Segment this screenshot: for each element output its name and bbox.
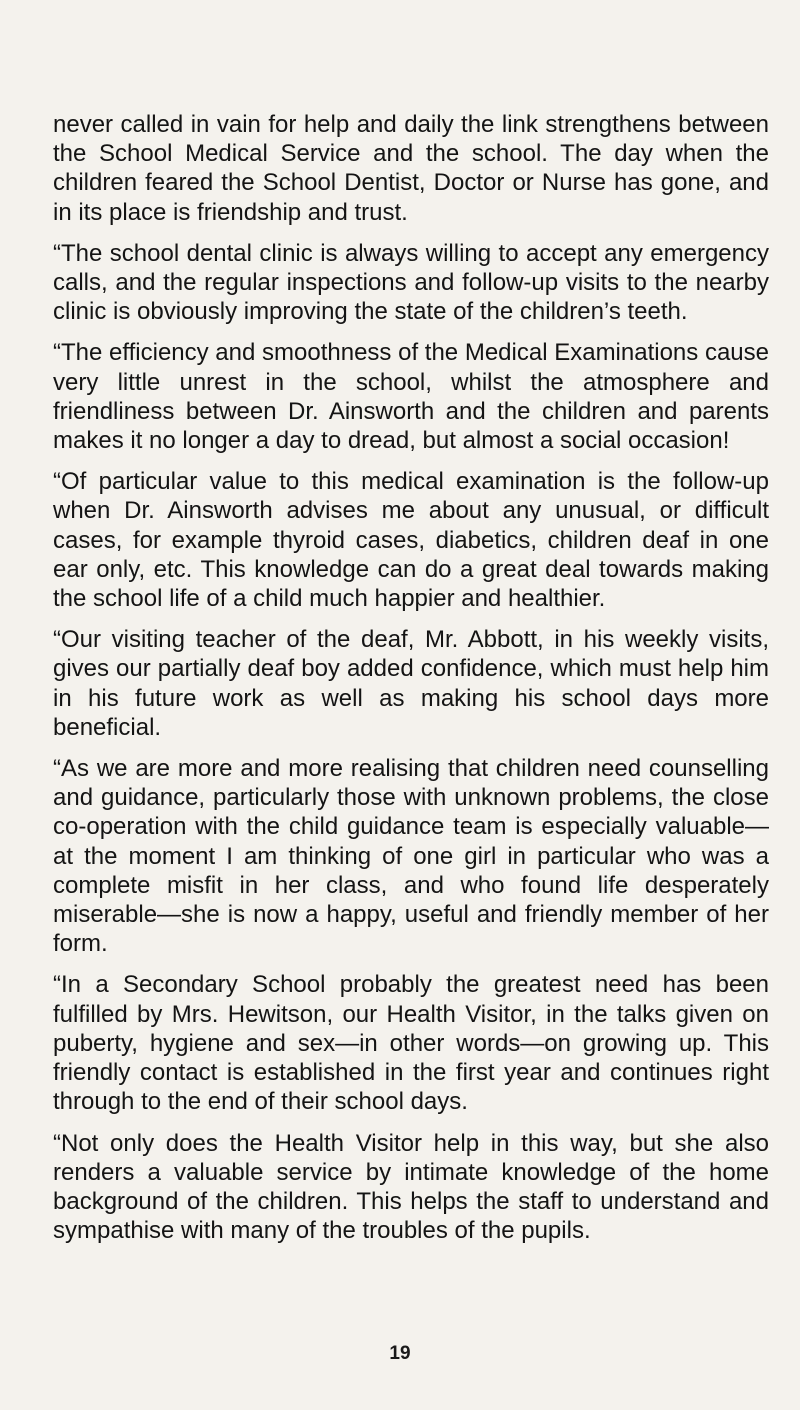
paragraph-8: “Not only does the Health Visitor help in this way, but she also renders a valuable service by intimate knowledge of the home background of the children. This helps the staff to understand and sympathise with many of the troubles of the pupils. (53, 1129, 769, 1245)
paragraph-5: “Our visiting teacher of the deaf, Mr. Abbott, in his weekly visits, gives our partially deaf boy added confidence, which must help him in his future work as well as making his school days more beneficial. (53, 626, 769, 741)
paragraph-2: “The school dental clinic is always willing to accept any emergency calls, and the regular inspections and follow-up visits to the nearby clinic is obviously improving the state of the children’s teeth. (53, 239, 769, 326)
paragraph-4: “Of particular value to this medical examination is the follow-up when Dr. Ainsworth advises me about any unusual, or difficult cases, for example thyroid cases, diabetics, children deaf in one ear only, etc. This knowledge can do a great deal towards making the school life of a child much happier and healthier. (53, 468, 769, 613)
paragraph-6: “As we are more and more realising that children need counselling and guidance, particularly those with unknown problems, the close co-operation with the child guidance team is especially valuable—at the moment I am thinking of one girl in particular who was a complete misfit in her class, and who found life desperately miserable—she is now a happy, useful and friendly member of her form. (53, 755, 769, 958)
paragraph-3: “The efficiency and smoothness of the Medical Examinations cause very little unrest in the school, whilst the atmosphere and friendliness between Dr. Ainsworth and the children and parents makes it no longer a day to dread, but almost a social occasion! (53, 339, 769, 455)
page-number: 19 (389, 1343, 411, 1364)
paragraph-7: “In a Secondary School probably the greatest need has been fulfilled by Mrs. Hewitson, our Health Visitor, in the talks given on puberty, hygiene and sex—in other words—on growing up. This friendly contact is established in the first year and continues right through to the end of their school days. (53, 971, 769, 1116)
paragraph-1: never called in vain for help and daily the link strengthens between the School Medical Service and the school. The day when the children feared the School Dentist, Doctor or Nurse has gone, and in its place is friendship and trust. (53, 111, 769, 226)
body-text (53, 110, 769, 1257)
